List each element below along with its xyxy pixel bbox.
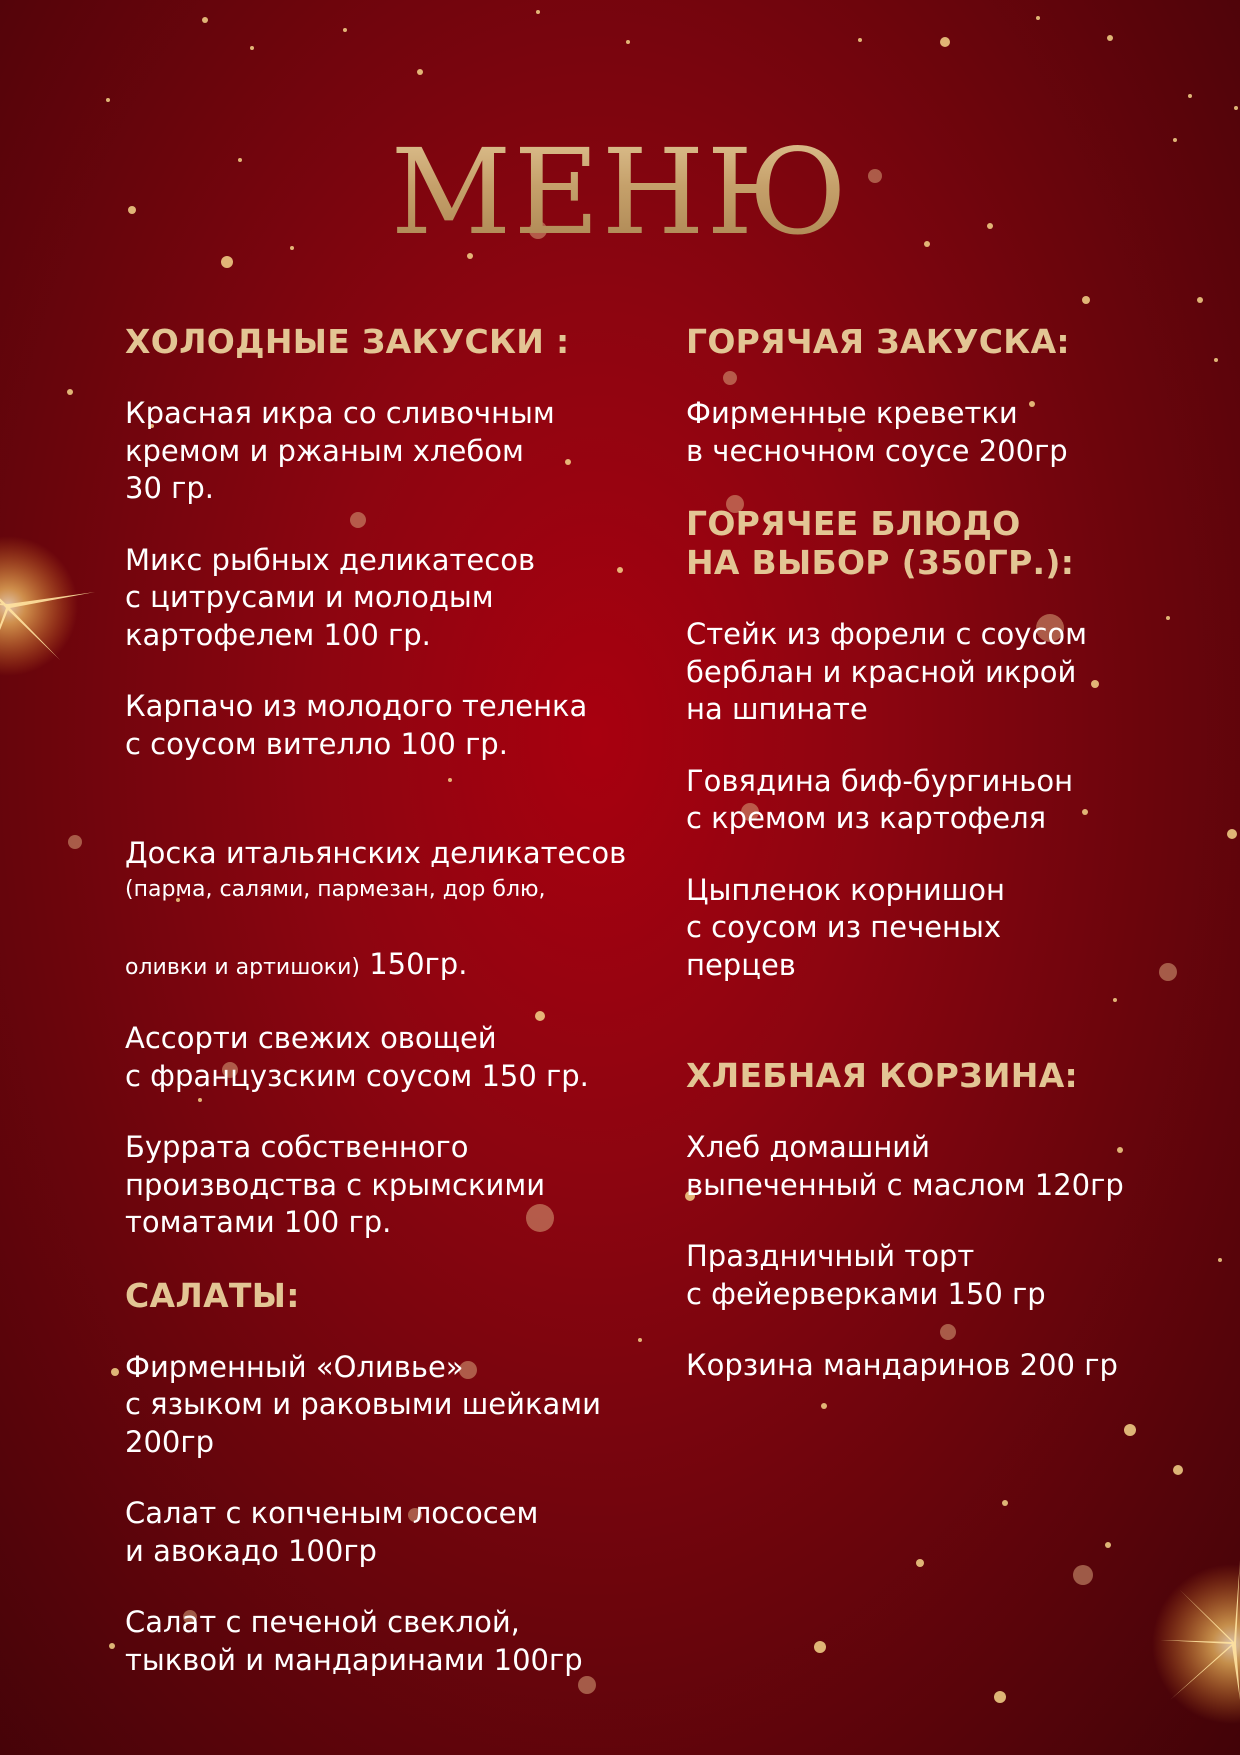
menu-item: Красная икра со сливочным кремом и ржаным хлебом 30 гр.	[125, 396, 555, 505]
menu-item: Карпачо из молодого теленка с соусом вителло 100 гр.	[125, 689, 588, 761]
menu-item: Фирменный «Оливье» с языком и раковыми шейками 200гр	[125, 1349, 601, 1459]
sparkle-dot	[940, 37, 950, 47]
sparkle-dot	[1188, 94, 1192, 98]
section-title: ХОЛОДНЫЕ ЗАКУСКИ :	[125, 322, 570, 361]
menu-item-note: (парма, салями, пармезан, дор блю,	[125, 877, 546, 902]
sparkle-dot	[858, 38, 862, 42]
sparkle-dot	[1214, 358, 1218, 362]
menu-column-left	[125, 322, 665, 1679]
sparkle-dot	[250, 46, 254, 50]
section-cold-appetizers	[125, 322, 665, 1242]
star-flare-left	[0, 536, 95, 680]
sparkle-dot	[1002, 1500, 1008, 1506]
menu-item: Цыпленок корнишон с соусом из печеных перцев	[686, 872, 1005, 982]
menu-item: Праздничный торт с фейерверками 150 гр	[686, 1239, 1046, 1311]
sparkle-dot	[1105, 1542, 1111, 1548]
sparkle-dot	[994, 1691, 1006, 1703]
section-title: ГОРЯЧЕЕ БЛЮДО НА ВЫБОР (350ГР.):	[686, 504, 1075, 582]
sparkle-dot	[1234, 106, 1238, 110]
sparkle-dot	[1173, 1465, 1183, 1475]
menu-item	[125, 797, 665, 986]
sparkle-dot	[202, 17, 208, 23]
sparkle-dot	[536, 10, 540, 14]
menu-item: Фирменные креветки в чесночном соусе 200гр	[686, 396, 1068, 468]
sparkle-dot	[343, 28, 347, 32]
sparkle-dot	[1227, 829, 1237, 839]
sparkle-dot	[821, 1403, 827, 1409]
menu-item: Говядина биф-бургиньон с кремом из картофеля	[686, 763, 1074, 835]
sparkle-dot	[109, 1643, 115, 1649]
sparkle-dot	[1073, 1565, 1093, 1585]
sparkle-dot	[916, 1559, 924, 1567]
sparkle-dot	[67, 389, 73, 395]
sparkle-dot	[221, 256, 233, 268]
menu-item-name: Доска итальянских деликатесов	[125, 835, 627, 870]
section-salads	[125, 1276, 665, 1680]
menu-item: Корзина мандаринов 200 гр	[686, 1348, 1118, 1382]
star-flare-right	[1152, 1560, 1240, 1724]
section-hot-dish	[686, 504, 1206, 984]
sparkle-dot	[814, 1641, 826, 1653]
sparkle-dot	[68, 835, 82, 849]
menu-item: Стейк из форели с соусом берблан и красной икрой на шпинате	[686, 617, 1088, 726]
menu-item: Салат с печеной свеклой, тыквой и мандаринами 100гр	[125, 1605, 583, 1677]
page-title: МЕНЮ	[0, 128, 1240, 258]
sparkle-dot	[1107, 35, 1113, 41]
section-title: ХЛЕБНАЯ КОРЗИНА:	[686, 1056, 1079, 1095]
section-title: ГОРЯЧАЯ ЗАКУСКА:	[686, 322, 1070, 361]
section-bread-basket	[686, 1056, 1206, 1385]
sparkle-dot	[111, 1368, 119, 1376]
menu-item: Салат с копченым лососем и авокадо 100гр	[125, 1496, 539, 1568]
section-hot-appetizer	[686, 322, 1206, 470]
sparkle-dot	[1124, 1424, 1136, 1436]
sparkle-dot	[106, 98, 110, 102]
sparkle-dot	[1082, 296, 1090, 304]
sparkle-dot	[1218, 1258, 1222, 1262]
sparkle-dot	[626, 40, 630, 44]
sparkle-dot	[1197, 297, 1203, 303]
sparkle-dot	[417, 69, 423, 75]
menu-item-weight: 150гр.	[359, 946, 468, 981]
section-title: САЛАТЫ:	[125, 1275, 300, 1315]
sparkle-dot	[1036, 16, 1040, 20]
menu-item-note-tail: оливки и артишоки)	[125, 954, 360, 980]
menu-item: Хлеб домашний выпеченный с маслом 120гр	[686, 1130, 1124, 1202]
menu-item: Микс рыбных деликатесов с цитрусами и молодым картофелем 100 гр.	[125, 542, 536, 652]
menu-item: Ассорти свежих овощей с французским соусом 150 гр.	[125, 1021, 589, 1093]
menu-column-right	[686, 322, 1206, 1385]
menu-item: Буррата собственного производства с крымскими томатами 100 гр.	[125, 1130, 546, 1239]
